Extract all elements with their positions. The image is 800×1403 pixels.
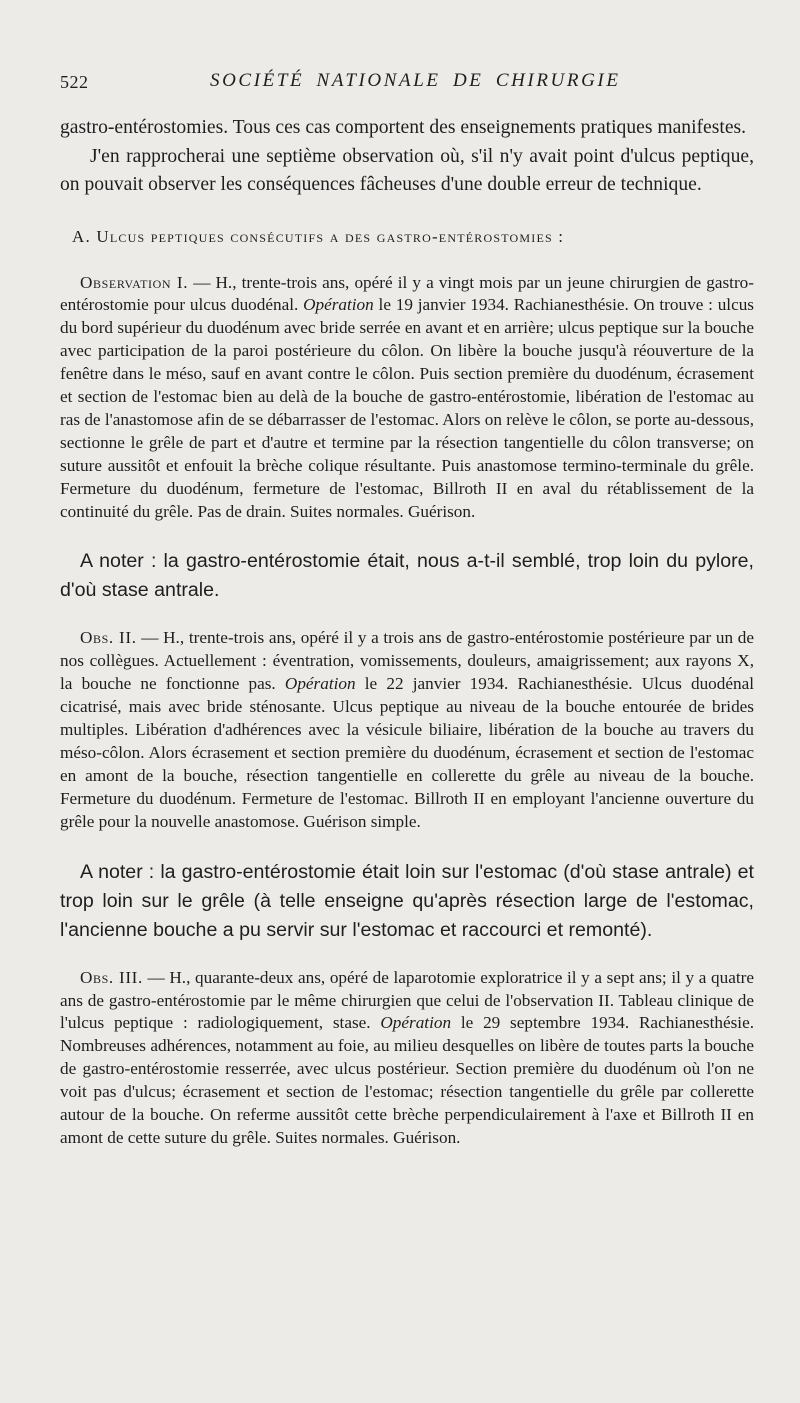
observation-1-text-after: le 19 janvier 1934. Rachianesthésie. On trouve : ulcus du bord supérieur du duodénum avec bride serrée en avant et en arrière; ulcus peptique sur la bouche avec participation de la paroi postérieure du côlon. On libère la bouche jusqu'à réouverture de la fenêtre dans le méso, sauf en avant contre le côlon. Puis section première du duodénum, écrasement et section de l'estomac bien au delà de la bouche de gastro-entérostomie, libération de l'estomac au ras de l'anastomose afin de se débarrasser de l'estomac. Alors on relève le côlon, se porte au-dessous, sectionne le grêle de part et d'autre et termine par la résection tangentielle du côlon transverse; on suture aussitôt et enfouit la brèche colique résultante. Puis anastomose termino-terminale du grêle. Fermeture du duodénum, fermeture de l'estomac, Billroth II en aval du rétablissement de la continuité du grêle. Pas de drain. Suites normales. Guérison.: [60, 295, 754, 521]
document-page: [0, 66, 800, 1403]
note-1: A noter : la gastro-entérostomie était, nous a-t-il semblé, trop loin du pylore, d'où stase antrale.: [60, 550, 754, 602]
observation-2-operation-word: Opération: [284, 674, 356, 694]
observation-2: [60, 627, 754, 833]
journal-title: SOCIÉTÉ NATIONALE DE CHIRURGIE: [210, 70, 621, 91]
intro-continuation: gastro-entérostomies. Tous ces cas comportent des enseignements pratiques manifestes.: [60, 117, 747, 138]
section-heading: A. Ulcus peptiques consécutifs a des gastro-entérostomies :: [72, 226, 565, 246]
observation-1-text-before: — H., trente-trois ans, opéré il y a vingt mois par un jeune chirurgien de gastro-entérostomie pour ulcus duodénal.: [60, 272, 754, 315]
note-2: A noter : la gastro-entérostomie était loin sur l'estomac (d'où stase antrale) et trop loin sur le grêle (à telle enseigne qu'après résection large de l'estomac, l'ancienne bouche a pu servir sur l'estomac et raccourci et remonté).: [60, 860, 754, 941]
observation-3: [60, 967, 754, 1150]
intro-paragraph: J'en rapprocherai une septième observation où, s'il n'y avait point d'ulcus peptique, on pouvait observer les conséquences fâcheuses d'une double erreur de technique.: [60, 145, 754, 195]
observation-1: [60, 272, 754, 524]
running-header: [60, 66, 754, 96]
observation-1-operation-word: Opération: [303, 295, 374, 315]
observation-2-label: Obs. II.: [80, 628, 137, 648]
observation-3-text-after: le 29 septembre 1934. Rachianesthésie. Nombreuses adhérences, notamment au foie, au milieu desquelles on libère de toutes parts la bouche de gastro-entérostomie resserrée, avec ulcus postérieur. Section première du duodénum où l'on ne voit pas d'ulcus; écrasement et section de l'estomac; résection tangentielle du grêle par collerette autour de la bouche. On referme aussitôt cette brèche perpendiculairement à l'axe et Billroth II en amont de cette suture du grêle. Suites normales. Guérison.: [60, 1013, 754, 1147]
observation-3-operation-word: Opération: [380, 1013, 452, 1033]
observation-1-label: Observation I.: [80, 272, 189, 292]
observation-3-label: Obs. III.: [80, 967, 143, 987]
observation-2-text-before: — H., trente-trois ans, opéré il y a trois ans de gastro-entérostomie postérieure par un de nos collègues. Actuellement : éventration, vomissements, douleurs, amaigrissement; aux rayons X, la bouche ne fonctionne pas.: [60, 628, 754, 694]
page-number: 522: [60, 72, 89, 92]
observation-3-text-before: — H., quarante-deux ans, opéré de laparotomie exploratrice il y a sept ans; il y a quatre ans de gastro-entérostomie par le même chirurgien que celui de l'observation II. Tableau clinique de l'ulcus peptique : radiologiquement, stase.: [60, 967, 754, 1033]
observation-2-text-after: le 22 janvier 1934. Rachianesthésie. Ulcus duodénal cicatrisé, mais avec bride sténosante. Ulcus peptique au niveau de la bouche entourée de brides multiples. Libération d'adhérences avec la vésicule biliaire, libération de la bouche au travers du méso-côlon. Alors écrasement et section première du duodénum, écrasement et section de l'estomac en amont de la bouche, résection tangentielle en collerette du grêle au niveau de la bouche. Fermeture du duodénum. Fermeture de l'estomac. Billroth II en employant l'ancienne ouverture du grêle pour la nouvelle anastomose. Guérison simple.: [60, 674, 754, 831]
